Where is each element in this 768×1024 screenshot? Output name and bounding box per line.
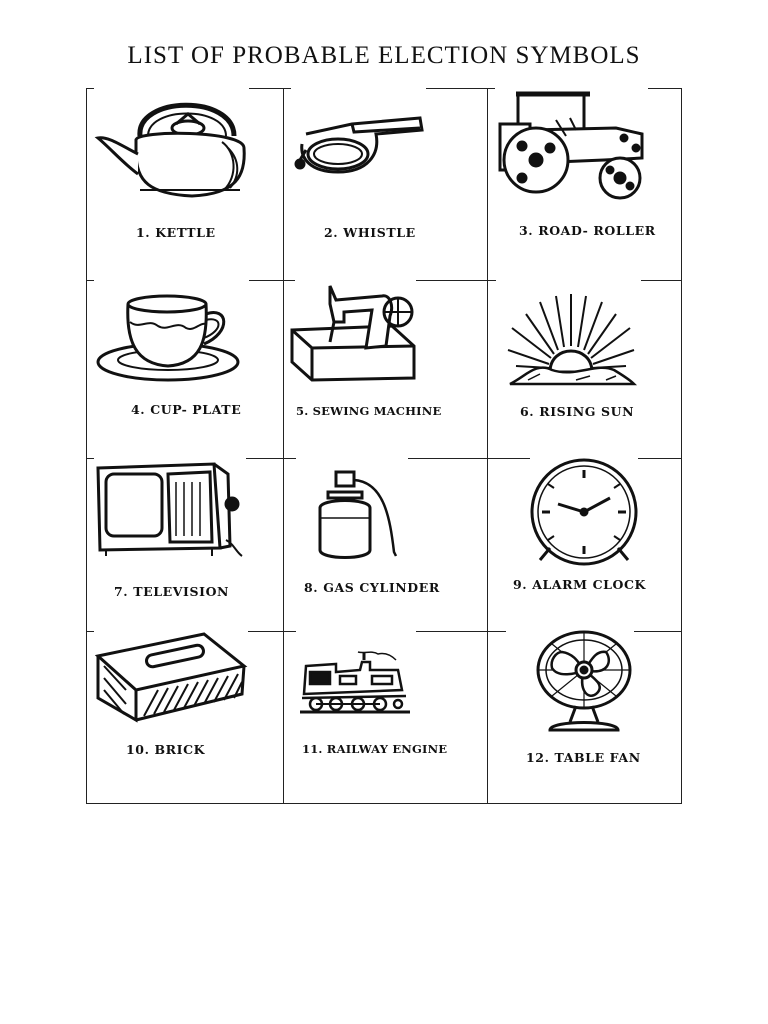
- page-title: LIST OF PROBABLE ELECTION SYMBOLS: [127, 42, 641, 69]
- symbol-label: 2. WHISTLE: [324, 225, 416, 240]
- symbol-label: 8. GAS CYLINDER: [304, 580, 440, 595]
- grid-line: [249, 88, 283, 89]
- grid-line: [408, 458, 530, 459]
- table-fan-icon: [532, 630, 636, 734]
- grid-line: [416, 280, 496, 281]
- symbol-label: 12. TABLE FAN: [526, 750, 641, 765]
- symbol-label: 11. RAILWAY ENGINE: [302, 742, 448, 756]
- grid-line: [86, 458, 94, 459]
- grid-line: [487, 88, 495, 89]
- grid-line: [86, 631, 94, 632]
- grid-line: [86, 88, 87, 804]
- grid-line: [283, 88, 284, 804]
- whistle-icon: [292, 114, 426, 176]
- gas-cylinder-icon: [314, 468, 404, 564]
- symbol-label: 3. ROAD- ROLLER: [519, 223, 656, 238]
- grid-line: [246, 458, 296, 459]
- alarm-clock-icon: [526, 458, 642, 562]
- symbol-label: 9. ALARM CLOCK: [513, 577, 647, 592]
- cup-plate-icon: [96, 292, 242, 388]
- grid-line: [416, 631, 506, 632]
- symbol-label: 4. CUP- PLATE: [131, 402, 242, 417]
- grid-line: [426, 88, 487, 89]
- symbol-label: 6. RISING SUN: [520, 404, 635, 419]
- road-roller-icon: [496, 90, 646, 202]
- rising-sun-icon: [506, 292, 636, 388]
- grid-line: [86, 803, 682, 804]
- grid-line: [249, 280, 295, 281]
- grid-line: [86, 88, 94, 89]
- grid-line: [487, 88, 488, 804]
- sewing-machine-icon: [290, 282, 416, 384]
- grid-line: [681, 88, 682, 804]
- grid-line: [634, 631, 681, 632]
- symbol-label: 5. SEWING MACHINE: [296, 404, 442, 418]
- symbol-label: 10. BRICK: [126, 742, 206, 757]
- grid-line: [283, 88, 291, 89]
- grid-line: [641, 280, 681, 281]
- symbol-label: 7. TELEVISION: [114, 584, 230, 599]
- brick-icon: [96, 632, 246, 722]
- grid-line: [86, 280, 94, 281]
- television-icon: [96, 462, 242, 560]
- kettle-icon: [96, 90, 248, 202]
- grid-line: [638, 458, 681, 459]
- grid-line: [648, 88, 681, 89]
- railway-engine-icon: [300, 650, 410, 716]
- symbol-label: 1. KETTLE: [136, 225, 216, 240]
- grid-line: [248, 631, 296, 632]
